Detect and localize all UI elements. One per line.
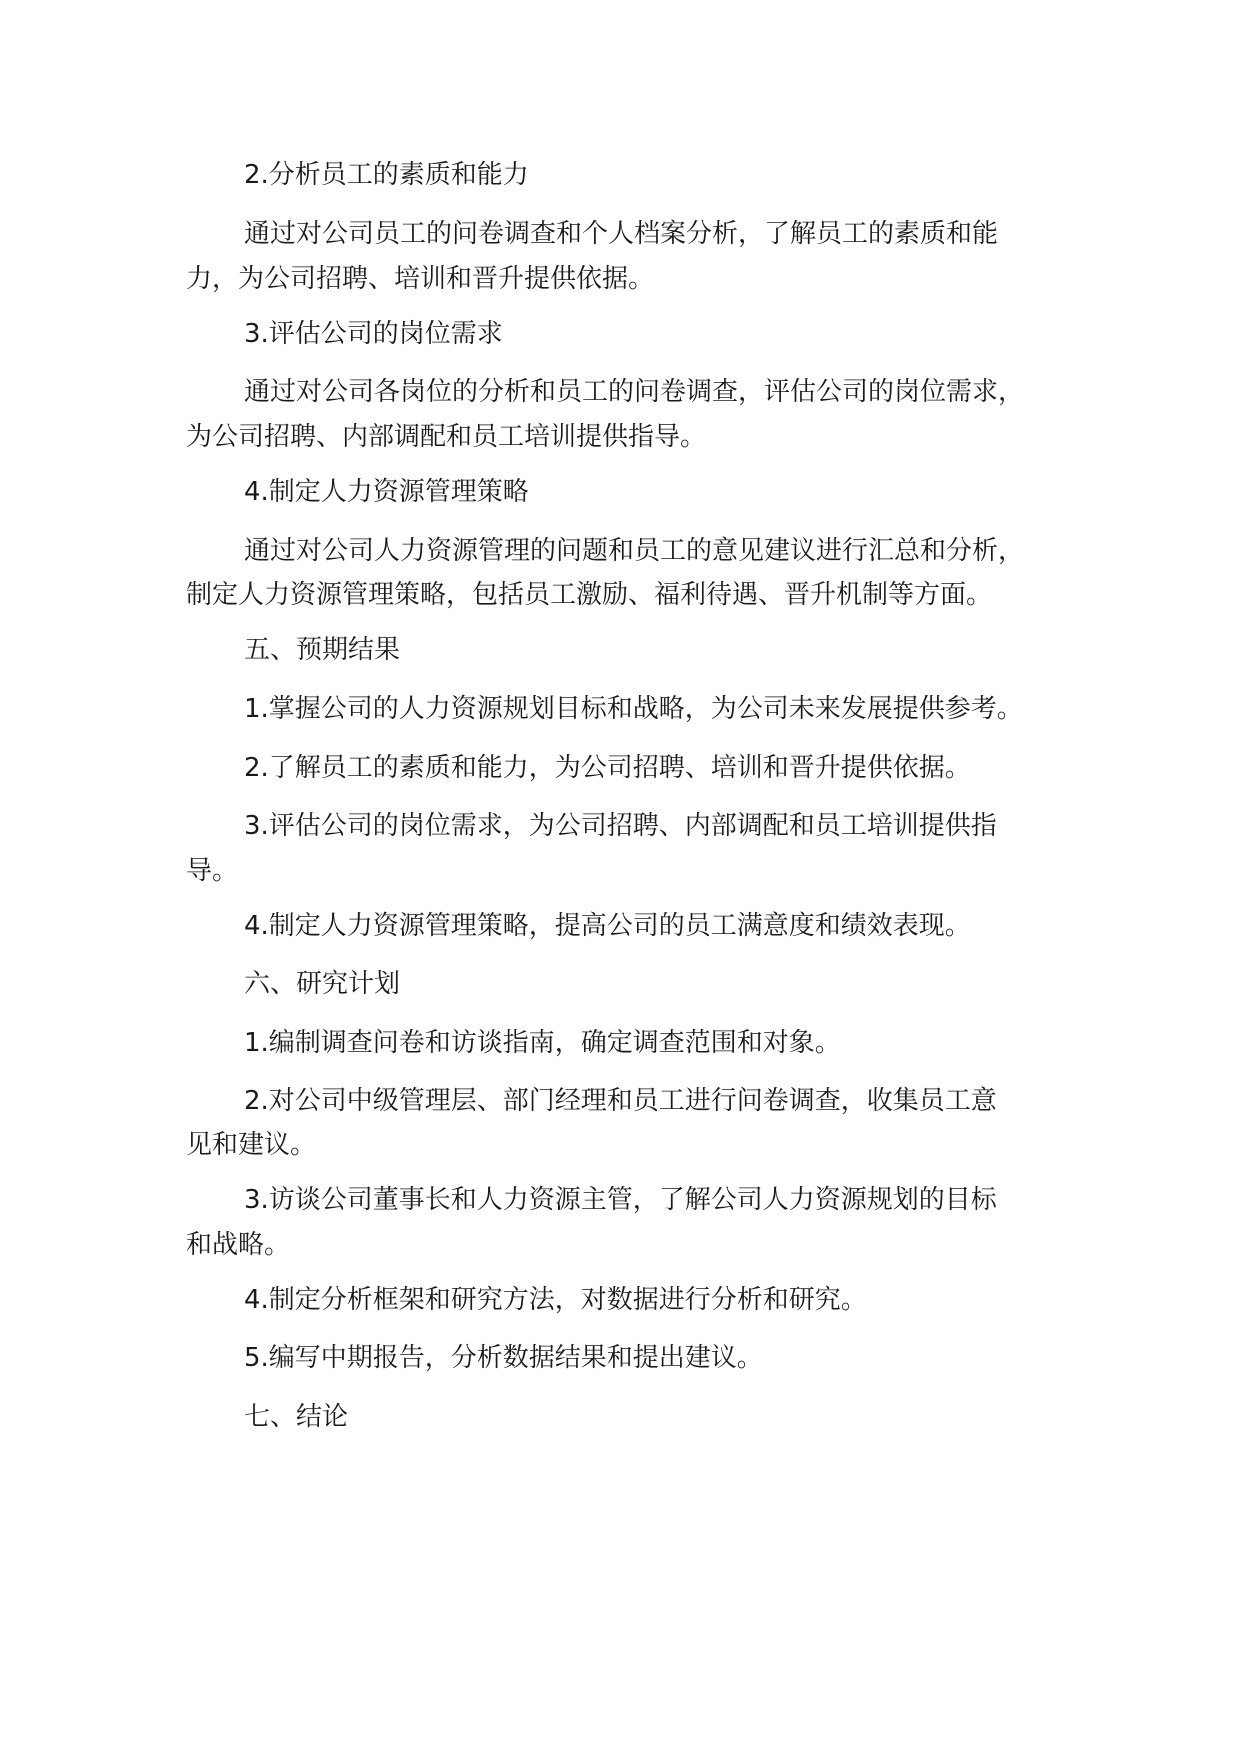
list-item: 2.对公司中级管理层、部门经理和员工进行问卷调查，收集员工意: [244, 1086, 997, 1116]
list-item-continuation: 和战略。: [186, 1230, 291, 1260]
list-item: 1.编制调查问卷和访谈指南，确定调查范围和对象。: [244, 1028, 841, 1058]
section-heading-assess-positions: 3.评估公司的岗位需求: [244, 319, 503, 349]
paragraph-line: 通过对公司人力资源管理的问题和员工的意见建议进行汇总和分析，: [244, 536, 1025, 566]
paragraph-line: 通过对公司各岗位的分析和员工的问卷调查，评估公司的岗位需求，: [244, 377, 1025, 407]
paragraph-line: 通过对公司员工的问卷调查和个人档案分析，了解员工的素质和能: [244, 219, 999, 249]
list-item: 1.掌握公司的人力资源规划目标和战略，为公司未来发展提供参考。: [244, 694, 1023, 724]
paragraph-line: 为公司招聘、内部调配和员工培训提供指导。: [186, 422, 707, 452]
chapter-heading-expected-results: 五、预期结果: [244, 635, 401, 665]
list-item-continuation: 导。: [186, 856, 239, 886]
chapter-heading-research-plan: 六、研究计划: [244, 969, 401, 999]
list-item: 3.评估公司的岗位需求，为公司招聘、内部调配和员工培训提供指: [244, 811, 997, 841]
list-item: 4.制定人力资源管理策略，提高公司的员工满意度和绩效表现。: [244, 911, 971, 941]
section-heading-hr-strategy: 4.制定人力资源管理策略: [244, 477, 529, 507]
document-page: [186, 0, 1086, 1754]
chapter-heading-conclusion: 七、结论: [244, 1402, 349, 1432]
list-item-continuation: 见和建议。: [186, 1130, 317, 1160]
list-item: 5.编写中期报告，分析数据结果和提出建议。: [244, 1343, 763, 1373]
list-item: 4.制定分析框架和研究方法，对数据进行分析和研究。: [244, 1285, 867, 1315]
list-item: 3.访谈公司董事长和人力资源主管，了解公司人力资源规划的目标: [244, 1185, 997, 1215]
paragraph-line: 制定人力资源管理策略，包括员工激励、福利待遇、晋升机制等方面。: [186, 580, 993, 610]
paragraph-line: 力，为公司招聘、培训和晋升提供依据。: [186, 264, 655, 294]
list-item: 2.了解员工的素质和能力，为公司招聘、培训和晋升提供依据。: [244, 753, 971, 783]
section-heading-analyze-quality: 2.分析员工的素质和能力: [244, 160, 529, 190]
